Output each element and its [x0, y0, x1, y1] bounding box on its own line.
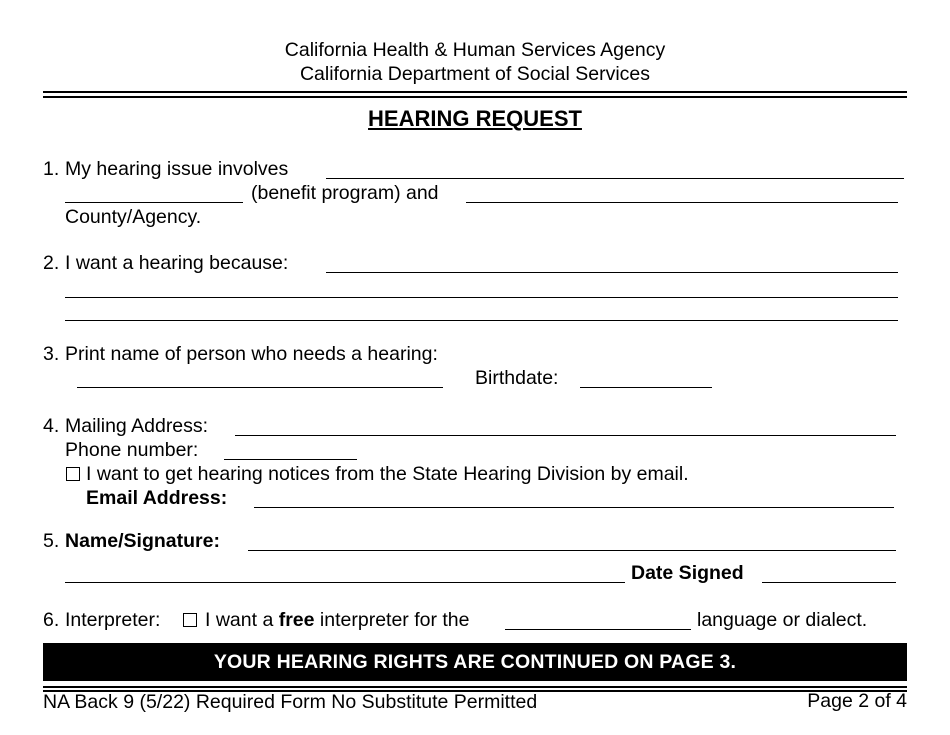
item-4-number: 4. [43, 415, 60, 437]
continued-banner: YOUR HEARING RIGHTS ARE CONTINUED ON PAGE 3. [43, 643, 907, 681]
date-signed-label: Date Signed [631, 562, 744, 584]
benefit-program-text: (benefit program) and [251, 182, 439, 204]
interpreter-text-before: I want a [205, 609, 274, 631]
interpreter-checkbox[interactable] [183, 613, 197, 627]
date-signed-field[interactable] [762, 582, 896, 583]
interpreter-text-free: free [278, 609, 315, 631]
language-field[interactable] [505, 629, 691, 630]
hearing-issue-label: My hearing issue involves [65, 158, 289, 180]
phone-number-label: Phone number: [65, 439, 199, 461]
item-3-number: 3. [43, 343, 60, 365]
footer-divider-top [43, 686, 907, 688]
page-number: Page 2 of 4 [807, 690, 907, 712]
agency-name: California Health & Human Services Agency [284, 39, 666, 61]
interpreter-request-text [205, 609, 470, 632]
mailing-address-label: Mailing Address: [65, 415, 209, 437]
mailing-address-field[interactable] [235, 435, 896, 436]
signature-field[interactable] [65, 582, 625, 583]
item-5-number: 5. [43, 530, 60, 552]
email-notices-label: I want to get hearing notices from the State Hearing Division by email. [86, 463, 689, 485]
birthdate-label: Birthdate: [475, 367, 559, 389]
email-address-field[interactable] [254, 507, 894, 508]
phone-number-field[interactable] [224, 459, 357, 460]
person-name-label: Print name of person who needs a hearing: [65, 343, 438, 365]
item-6-number: 6. [43, 609, 60, 631]
hearing-reason-field-2[interactable] [65, 297, 898, 298]
name-signature-label: Name/Signature: [65, 530, 220, 552]
name-signature-field[interactable] [248, 550, 896, 551]
form-title: HEARING REQUEST [368, 106, 582, 131]
email-notices-checkbox[interactable] [66, 467, 80, 481]
header-divider-bottom [43, 96, 907, 98]
language-dialect-text: language or dialect. [697, 609, 868, 631]
form-identifier: NA Back 9 (5/22) Required Form No Substitute Permitted [43, 691, 538, 713]
item-2-number: 2. [43, 252, 60, 274]
birthdate-field[interactable] [580, 387, 712, 388]
benefit-program-field[interactable] [65, 202, 243, 203]
person-name-field[interactable] [77, 387, 443, 388]
hearing-reason-field-3[interactable] [65, 320, 898, 321]
county-agency-field[interactable] [466, 202, 898, 203]
hearing-reason-field-1[interactable] [326, 272, 898, 273]
department-name: California Department of Social Services [299, 63, 651, 85]
hearing-reason-label: I want a hearing because: [65, 252, 289, 274]
interpreter-label: Interpreter: [65, 609, 161, 631]
header-divider-top [43, 91, 907, 93]
hearing-issue-field[interactable] [326, 178, 904, 179]
interpreter-text-mid: interpreter for the [319, 609, 470, 631]
item-1-number: 1. [43, 158, 60, 180]
email-address-label: Email Address: [86, 487, 228, 509]
county-agency-text: County/Agency. [65, 206, 202, 228]
